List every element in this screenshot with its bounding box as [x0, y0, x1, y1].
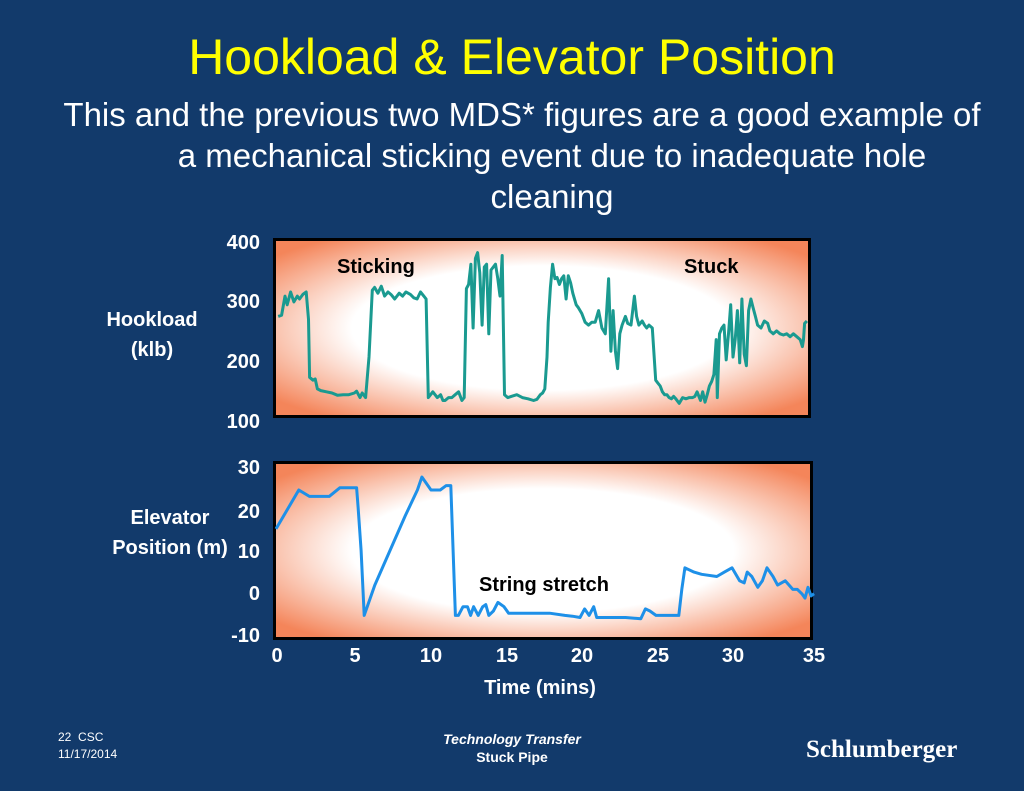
slide-body-text: This and the previous two MDS* figures are a good example of a mechanical sticking event due to inadequate hole cleaning	[63, 96, 981, 215]
slide-title: Hookload & Elevator Position	[188, 29, 836, 85]
hookload-y-tick-label: 300	[226, 291, 260, 313]
footer-line-2: Stuck Pipe	[476, 749, 548, 765]
elevator-y-tick-label: 0	[248, 583, 260, 605]
elevator-y-axis-label: Elevator Position (m)	[112, 507, 228, 559]
footer-line-1: Technology Transfer	[443, 731, 581, 747]
annotation-sticking: Sticking	[337, 256, 415, 278]
footer-left	[58, 729, 117, 763]
hookload-y-tick-label: 100	[226, 411, 260, 433]
elevator-y-tick-label: -10	[231, 625, 260, 647]
footer-org: CSC	[78, 730, 104, 744]
elevator-y-tick-label: 20	[237, 501, 260, 523]
time-x-tick-label: 35	[802, 645, 826, 667]
time-x-tick-label: 30	[721, 645, 745, 667]
time-x-tick-label: 10	[419, 645, 443, 667]
hookload-y-axis-label: Hookload (klb)	[106, 309, 198, 361]
footer-date: 11/17/2014	[58, 747, 118, 761]
elevator-y-tick-label: 10	[237, 541, 260, 563]
annotation-string-stretch: String stretch	[479, 574, 610, 596]
annotation-stuck: Stuck	[684, 256, 739, 278]
page-number: 22	[58, 730, 72, 744]
time-x-tick-label: 20	[570, 645, 594, 667]
hookload-y-tick-label: 400	[226, 232, 260, 254]
time-x-tick-label: 15	[495, 645, 519, 667]
time-x-tick-label: 5	[349, 645, 361, 667]
schlumberger-logo: Schlumberger	[806, 736, 958, 763]
footer-center	[412, 730, 612, 766]
time-x-axis-label: Time (mins)	[484, 677, 596, 699]
time-x-tick-label: 0	[271, 645, 283, 667]
time-x-tick-label: 25	[646, 645, 670, 667]
elevator-y-tick-label: 30	[237, 457, 260, 479]
hookload-y-tick-label: 200	[226, 351, 260, 373]
